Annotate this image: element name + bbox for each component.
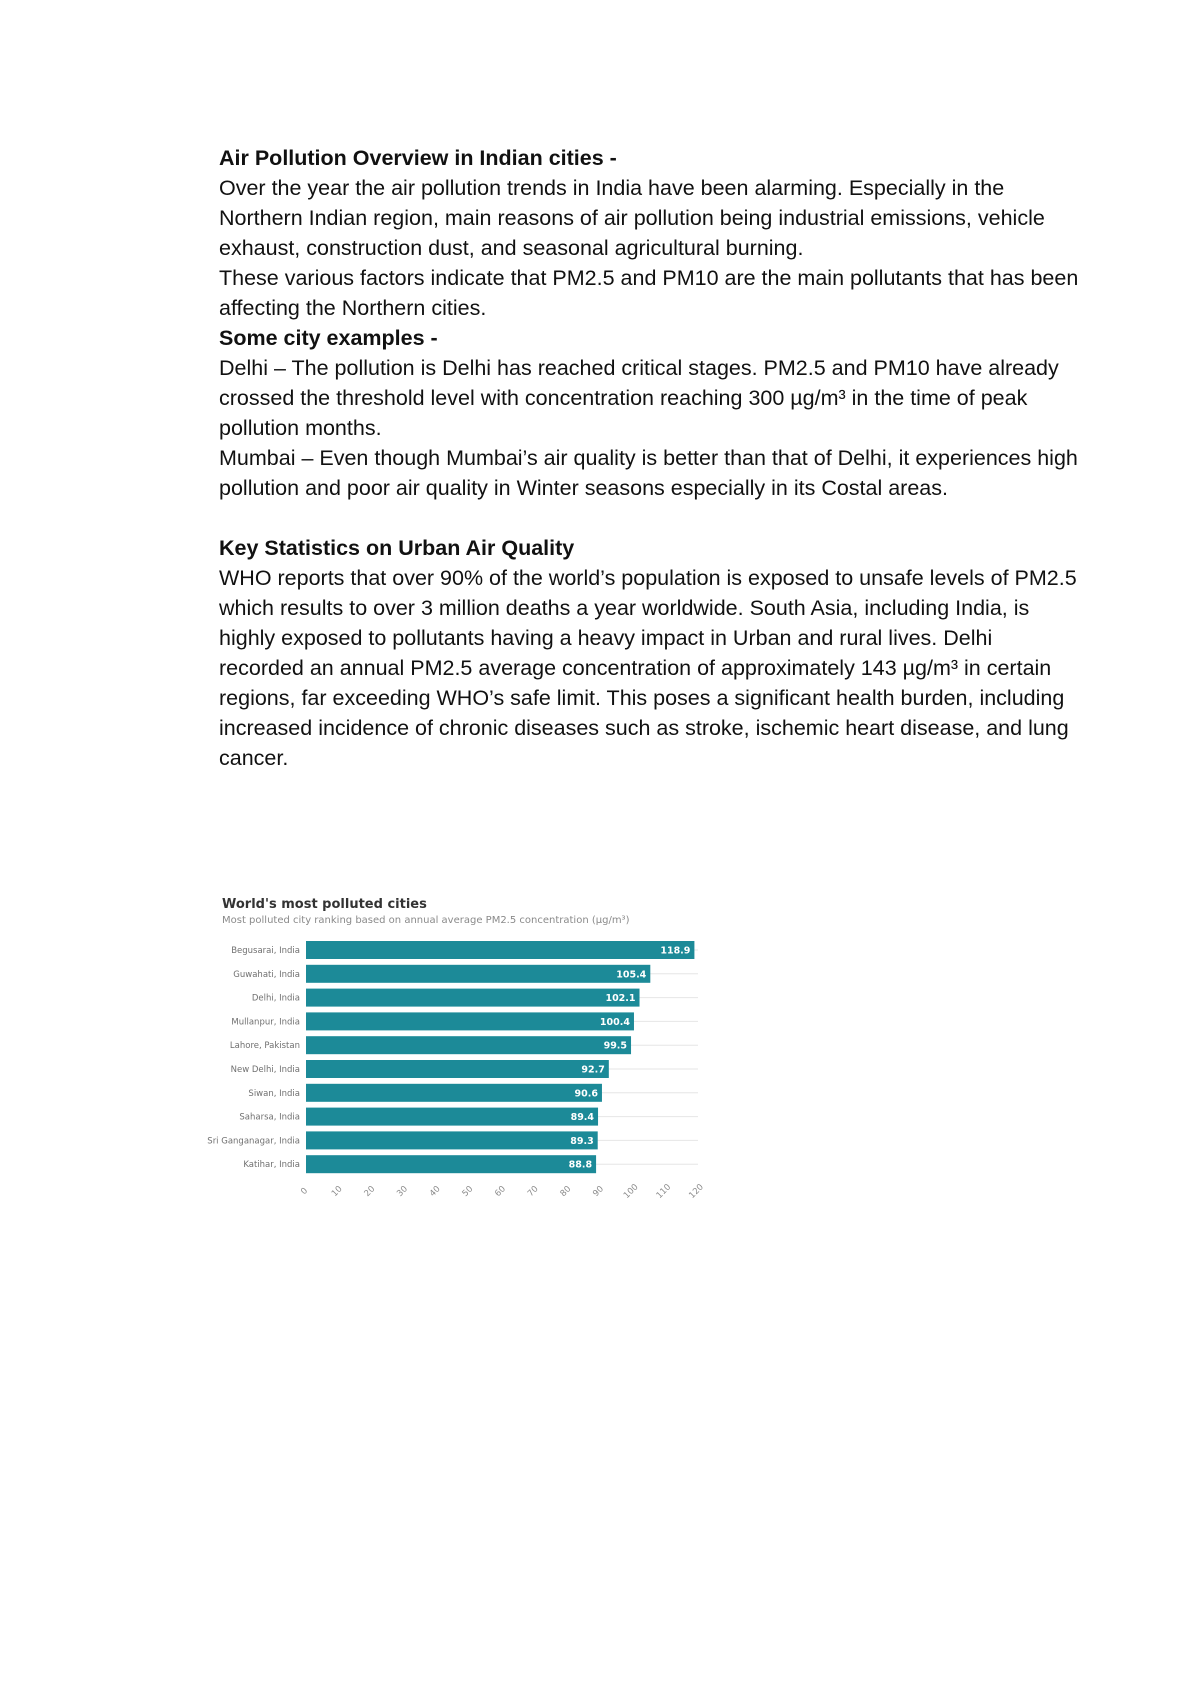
paragraph-trends: Over the year the air pollution trends in India have been alarming. Especially in the Northern Indian region, main reasons of air pollution being industrial emissions, vehicle exhaust, construction dust, and seasonal agricultural burning. <box>219 176 1045 260</box>
category-label: Begusarai, India <box>231 946 300 956</box>
bar <box>306 989 640 1007</box>
paragraph-pollutants: These various factors indicate that PM2.5 and PM10 are the main pollutants that has been affecting the Northern cities. <box>219 266 1079 320</box>
polluted-cities-chart <box>207 895 708 1215</box>
paragraph-who-statistics: WHO reports that over 90% of the world’s population is exposed to unsafe levels of PM2.5 which results to over 3 million deaths a year worldwide. South Asia, including India, is highly exposed to pollutants having a heavy impact in Urban and rural lives. Delhi recorded an annual PM2.5 average concentration of approximately 143 µg/m³ in certain regions, far exceeding WHO’s safe limit. This poses a significant health burden, including increased incidence of chronic diseases such as stroke, ischemic heart disease, and lung cancer. <box>219 566 1077 770</box>
data-label: 102.1 <box>605 993 636 1005</box>
category-label: Katihar, India <box>243 1160 300 1171</box>
bar <box>306 941 694 959</box>
x-tick-label: 30 <box>395 1184 410 1199</box>
category-label: Guwahati, India <box>233 969 300 980</box>
x-tick-label: 120 <box>687 1182 706 1201</box>
data-label: 89.4 <box>570 1112 595 1124</box>
section-heading-overview: Air Pollution Overview in Indian cities - <box>219 146 617 170</box>
category-label: Lahore, Pakistan <box>229 1041 300 1052</box>
x-tick-label: 70 <box>525 1184 541 1199</box>
category-label: Saharsa, India <box>239 1112 300 1123</box>
bar <box>306 1012 634 1030</box>
bar <box>306 1155 596 1173</box>
x-tick-label: 110 <box>654 1182 674 1201</box>
paragraph-delhi: Delhi – The pollution is Delhi has reached critical stages. PM2.5 and PM10 have already crossed the threshold level with concentration reaching 300 µg/m³ in the time of peak pollution months. <box>219 356 1059 440</box>
bar <box>306 1131 598 1149</box>
chart-title: World's most polluted cities <box>222 897 427 912</box>
category-label: New Delhi, India <box>230 1065 300 1075</box>
data-label: 105.4 <box>616 969 647 981</box>
x-tick-label: 20 <box>362 1184 378 1199</box>
x-tick-label: 10 <box>329 1184 345 1199</box>
x-tick-label: 50 <box>460 1184 476 1199</box>
bar <box>306 1036 631 1054</box>
section-heading-city-examples: Some city examples - <box>219 326 438 350</box>
x-tick-label: 90 <box>591 1184 606 1199</box>
bar <box>306 1108 598 1126</box>
paragraph-spacer <box>219 503 1079 533</box>
data-label: 100.4 <box>599 1016 630 1028</box>
document-body <box>219 143 1079 773</box>
data-label: 89.3 <box>570 1135 594 1147</box>
chart-canvas <box>207 895 708 1215</box>
data-label: 92.7 <box>581 1064 605 1076</box>
data-label: 90.6 <box>574 1088 598 1100</box>
chart-subtitle: Most polluted city ranking based on annual average PM2.5 concentration (µg/m³) <box>222 915 630 926</box>
x-tick-label: 40 <box>427 1184 443 1199</box>
bar <box>306 1084 602 1102</box>
data-label: 99.5 <box>603 1040 628 1052</box>
paragraph-mumbai: Mumbai – Even though Mumbai’s air quality is better than that of Delhi, it experiences high pollution and poor air quality in Winter seasons especially in its Costal areas. <box>219 446 1078 500</box>
category-label: Delhi, India <box>251 993 300 1004</box>
x-tick-label: 80 <box>558 1184 574 1199</box>
x-tick-label: 60 <box>493 1184 508 1199</box>
category-label: Sri Ganganagar, India <box>207 1136 300 1147</box>
section-heading-key-statistics: Key Statistics on Urban Air Quality <box>219 536 575 560</box>
bar <box>306 1060 609 1078</box>
bar <box>306 965 650 983</box>
category-label: Siwan, India <box>248 1088 300 1099</box>
category-label: Mullanpur, India <box>231 1017 300 1028</box>
data-label: 118.9 <box>660 945 691 957</box>
x-tick-label: 100 <box>621 1182 641 1201</box>
data-label: 88.8 <box>568 1159 593 1171</box>
x-tick-label: 0 <box>299 1186 311 1198</box>
